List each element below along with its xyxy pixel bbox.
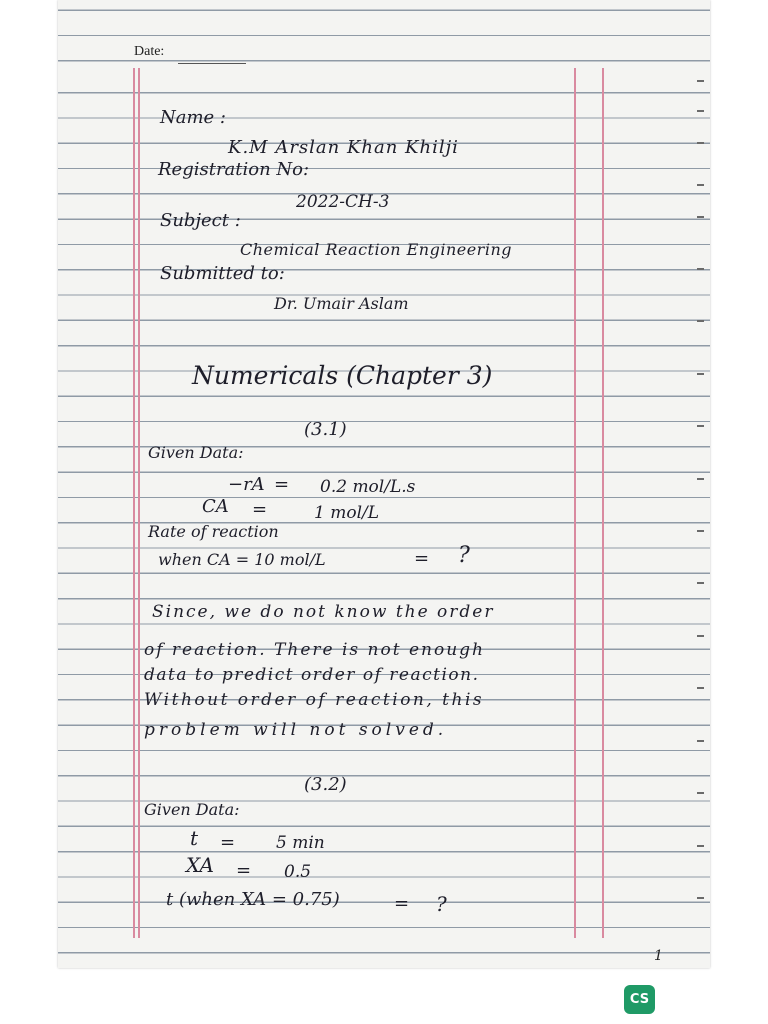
tick-mark [697,478,704,480]
when-equals: = [414,548,430,569]
tick-mark [697,530,704,532]
rate-symbol: −rA [228,474,265,495]
time-symbol: t [190,826,199,850]
tick-mark [697,142,704,144]
explanation-line: of reaction. There is not enough [144,640,485,660]
left-margin-line-2 [138,68,140,938]
tick-mark [697,268,704,270]
rate-equals: = [274,474,290,495]
question-equals: = [394,893,410,914]
name-label: Name : [160,107,226,128]
tick-mark [697,687,704,689]
problem-1-unknown: ? [458,543,470,568]
concentration-symbol: CA [202,496,229,517]
explanation-line: Without order of reaction, this [144,690,485,710]
tick-mark [697,80,704,82]
left-margin-line [133,68,135,938]
problem-2-question: t (when XA = 0.75) [166,889,340,910]
registration-value: 2022-CH-3 [296,192,390,212]
explanation-line: problem will not solved. [144,720,448,740]
problem-1-number: (3.1) [304,419,347,440]
name-value: K.M Arslan Khan Khilji [228,137,459,158]
rate-of-reaction-text: Rate of reaction [148,522,279,541]
explanation-line: Since, we do not know the order [152,602,495,622]
date-label: Date: [134,44,165,59]
tick-mark [697,582,704,584]
concentration-equals: = [252,499,268,520]
tick-mark [697,425,704,427]
conversion-symbol: XA [186,853,214,877]
time-value: 5 min [276,833,325,853]
problem-2-given-label: Given Data: [144,800,240,819]
tick-mark [697,184,704,186]
time-equals: = [220,832,236,853]
right-margin-line-2 [602,68,604,938]
camscanner-logo: CS [624,985,655,1014]
concentration-value: 1 mol/L [314,503,380,523]
conversion-value: 0.5 [284,862,312,882]
when-condition: when CA = 10 mol/L [158,550,326,569]
problem-2-unknown: ? [436,892,447,916]
conversion-equals: = [236,860,252,881]
page-title: Numericals (Chapter 3) [192,361,493,390]
submitted-label: Submitted to: [160,263,285,284]
tick-mark [697,216,704,218]
edge-tick-marks [694,80,704,908]
right-margin-line [574,68,576,938]
notebook-page [58,0,710,968]
rate-value: 0.2 mol/L.s [320,477,416,497]
registration-label: Registration No: [158,159,310,180]
subject-value: Chemical Reaction Engineering [240,240,512,259]
explanation-line: data to predict order of reaction. [144,665,480,685]
subject-label: Subject : [160,210,241,231]
tick-mark [697,373,704,375]
problem-1-given-label: Given Data: [148,443,244,462]
tick-mark [697,635,704,637]
tick-mark [697,845,704,847]
tick-mark [697,110,704,112]
submitted-value: Dr. Umair Aslam [274,294,409,313]
page-number: 1 [654,948,663,964]
date-underline [178,63,246,64]
tick-mark [697,740,704,742]
tick-mark [697,320,704,322]
tick-mark [697,897,704,899]
problem-2-number: (3.2) [304,774,347,795]
tick-mark [697,792,704,794]
